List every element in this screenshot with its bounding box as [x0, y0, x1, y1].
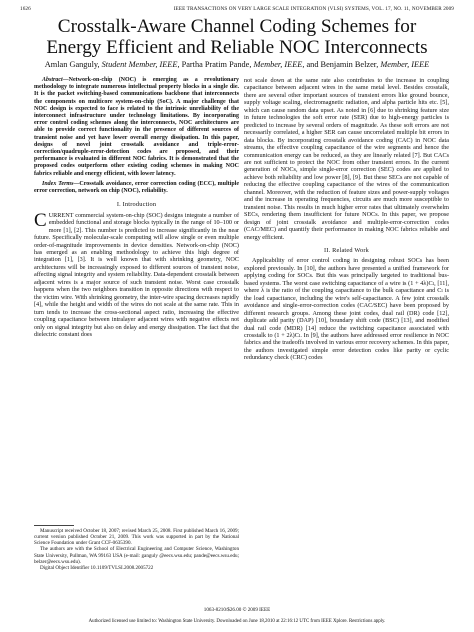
right-column — [244, 77, 449, 362]
license-line: Authorized licensed use limited to: Washington State University. Downloaded on June 18,2010 at 22:16:12 UTC from IEEE Xplore. Restrictions apply. — [88, 619, 386, 624]
footnote-affiliation: The authors are with the School of Electrical Engineering and Computer Science, Washington State University, Pullman, WA 99163 USA (e-mail: ganguly @eecs.wsu.edu; pande@eecs.wsu.edu; belzer@eecs.wsu.edu). — [34, 546, 239, 565]
intro-paragraph — [34, 209, 239, 339]
title-line-2: Energy Efficient and Reliable NOC Interconnects — [46, 37, 428, 58]
author-line — [20, 60, 454, 70]
author-affil-1: Student Member, IEEE — [101, 60, 178, 69]
abstract-text: —Network-on-chip (NOC) is emerging as a revolutionary methodology to integrate numerous intellectual property blocks in a single die. It is the packet switching-based communications backbone that interconnects the components on multicore system-on-chip (SoC). A major challenge that NOC design is expected to face is related to the intrinsic unreliability of the interconnect infrastructure under technology limitations. By incorporating error control coding schemes along the interconnects, NOC architectures are able to provide correct functionality in the presence of different sources of transient noise and yet have lower overall energy dissipation. In this paper, designs of novel joint crosstalk avoidance and triple-error-correction/quadruple-error-detection codes are proposed, and their performance is evaluated in different NOC fabrics. It is demonstrated that the proposed codes outperform other existing coding schemes in making NOC fabrics reliable and energy efficient, with lower latency. — [34, 77, 239, 177]
section-heading-related-work: II. Related Work — [323, 246, 370, 254]
index-terms-text: —Crosstalk avoidance, error correction coding (ECC), multiple error correction, network on chip (NOC), reliability. — [34, 180, 239, 195]
footnote-rule — [34, 525, 74, 526]
author-ganguly: Amlan Ganguly, — [44, 60, 102, 69]
copyright-line: 1063-8210/$26.00 © 2009 IEEE — [203, 607, 271, 613]
title-line-1: Crosstalk-Aware Channel Coding Schemes for — [57, 16, 417, 37]
footnote-manuscript: Manuscript received October 18, 2007; revised March 25, 2008. First published March 16, 2009; current version published October 21, 2009. This work was supported in part by the National Science Foundation under Grant CCF-0635390. — [34, 528, 239, 547]
section-heading-introduction: I. Introduction — [116, 201, 157, 209]
abstract — [34, 77, 239, 178]
footnotes — [34, 528, 239, 571]
author-affil-3: Member, IEEE — [380, 60, 430, 69]
page-number: 1626 — [20, 6, 31, 12]
running-header — [20, 6, 454, 15]
left-column — [34, 77, 239, 338]
author-belzer: , and Benjamin Belzer, — [302, 60, 381, 69]
index-terms-label: Index Terms — [42, 180, 74, 187]
author-affil-2: Member, IEEE — [253, 60, 303, 69]
author-pande: , Partha Pratim Pande, — [177, 60, 254, 69]
footnote-doi: Digital Object Identifier 10.1109/TVLSI.2008.2005722 — [40, 564, 154, 571]
paper-title — [20, 16, 454, 58]
drop-cap: C — [34, 209, 47, 231]
journal-header: IEEE TRANSACTIONS ON VERY LARGE SCALE INTEGRATION (VLSI) SYSTEMS, VOL. 17, NO. 11, NOVEMBER 2009 — [173, 6, 454, 12]
intro-text: URRENT commercial system-on-chip (SOC) designs integrate a number of embedded functional and storage blocks typically in the range of 10–100 or more [1], [2]. This number is predicted to increase significantly in the near future. Specifically molecular-scale computing will allow single or even multiple order-of-magnitude improvements in device densities. Network-on-chip (NOC) has emerged as an enabling methodology to achieve this high degree of integration [1], [3]. It is well known that with shrinking geometry, NOC architectures will be increasingly exposed to different sources of transient noise, affecting signal integrity and system reliability. Data-dependent crosstalk between adjacent wires is a major source of such transient noise. Worst case crosstalk happens when the two neighbors transition in opposite directions with respect to the victim wire. With shrinking geometry, the inter-wire spacing decreases rapidly [4], while the height and width of the wires do not scale at the same rate. This in turn tends to increase the cross-sectional aspect ratio, increasing the effective coupling capacitance between intralayer adjacent wires with negative effects not only on signal integrity but also on delay and energy dissipation. The fact that the dielectric constant does — [34, 211, 239, 338]
abstract-label: Abstract — [42, 77, 63, 83]
right-paragraph-1: not scale down at the same rate also contributes to the increase in coupling capacitance between adjacent wires in the same metal level. Besides crosstalk, there are several other important sources of transient errors like ground bounce, supply voltage scaling, electromagnetic radiation, and alpha particle hits etc. [5], which can cause random data upset. As noted in [6] due to shrinking feature size in future technologies the soft error rate (SER) due to high-energy particles is predicted to increase by several orders of magnitude. As these soft errors are not necessarily correlated, a higher SER can cause uncorrelated multiple bit errors in data blocks. By incorporating crosstalk avoidance coding (CAC) in NOC data streams, the effective coupling capacitance of the wire segments and hence the communication energy can be reduced, as they are linearly related [7]. But CACs are not sufficient to protect the NOC from other transient errors. In the current generation of NOCs, simple single-error correction (SEC) codes are applied to achieve both reliability and low power [8], [9]. But these SECs are not capable of reducing the effective coupling capacitance of the wires of the communication channel. Moreover, with the reduction of feature sizes and power-supply voltages and the increase in operating frequencies, circuits are much more susceptible to transient noise. This results in much higher error rates that ultimately overwhelm SECs, rendering them insufficient for future NOCs. In this paper, we propose design of joint crosstalk avoidance and multiple-error-correction codes (CAC/MEC) and quantify their performance in making NOC fabrics reliable and energy efficient. — [244, 77, 449, 241]
index-terms — [34, 181, 239, 195]
right-paragraph-2: Applicability of error control coding in designing robust SOCs has been explored previously. In [10], the authors have presented a unified framework for applying coding for SOCs. But this was principally targeted to traditional bus-based systems. The worst case switching capacitance of a wire is (1 + 4λ)Cₗ, [11], where λ is the ratio of the coupling capacitance to the bulk capacitance and Cₗ is the load capacitance, including the wire's self-capacitance. A few joint crosstalk avoidance and single-error-correction codes (CAC/SEC) have been proposed by different research groups. Among these joint codes, dual rail (DR) code [12], duplicate add parity (DAP) [10], boundary shift code (BSC) [13], and modified dual rail code (MDR) [14] reduce the switching capacitance associated with crosstalk to (1 + 2λ)Cₗ. In [9], the authors have addressed error resilience in NOC fabrics and the tradeoffs involved in various error recovery schemes. In this paper, the authors investigated simple error detection codes like parity or cyclic redundancy check (CRC) codes — [244, 257, 449, 362]
